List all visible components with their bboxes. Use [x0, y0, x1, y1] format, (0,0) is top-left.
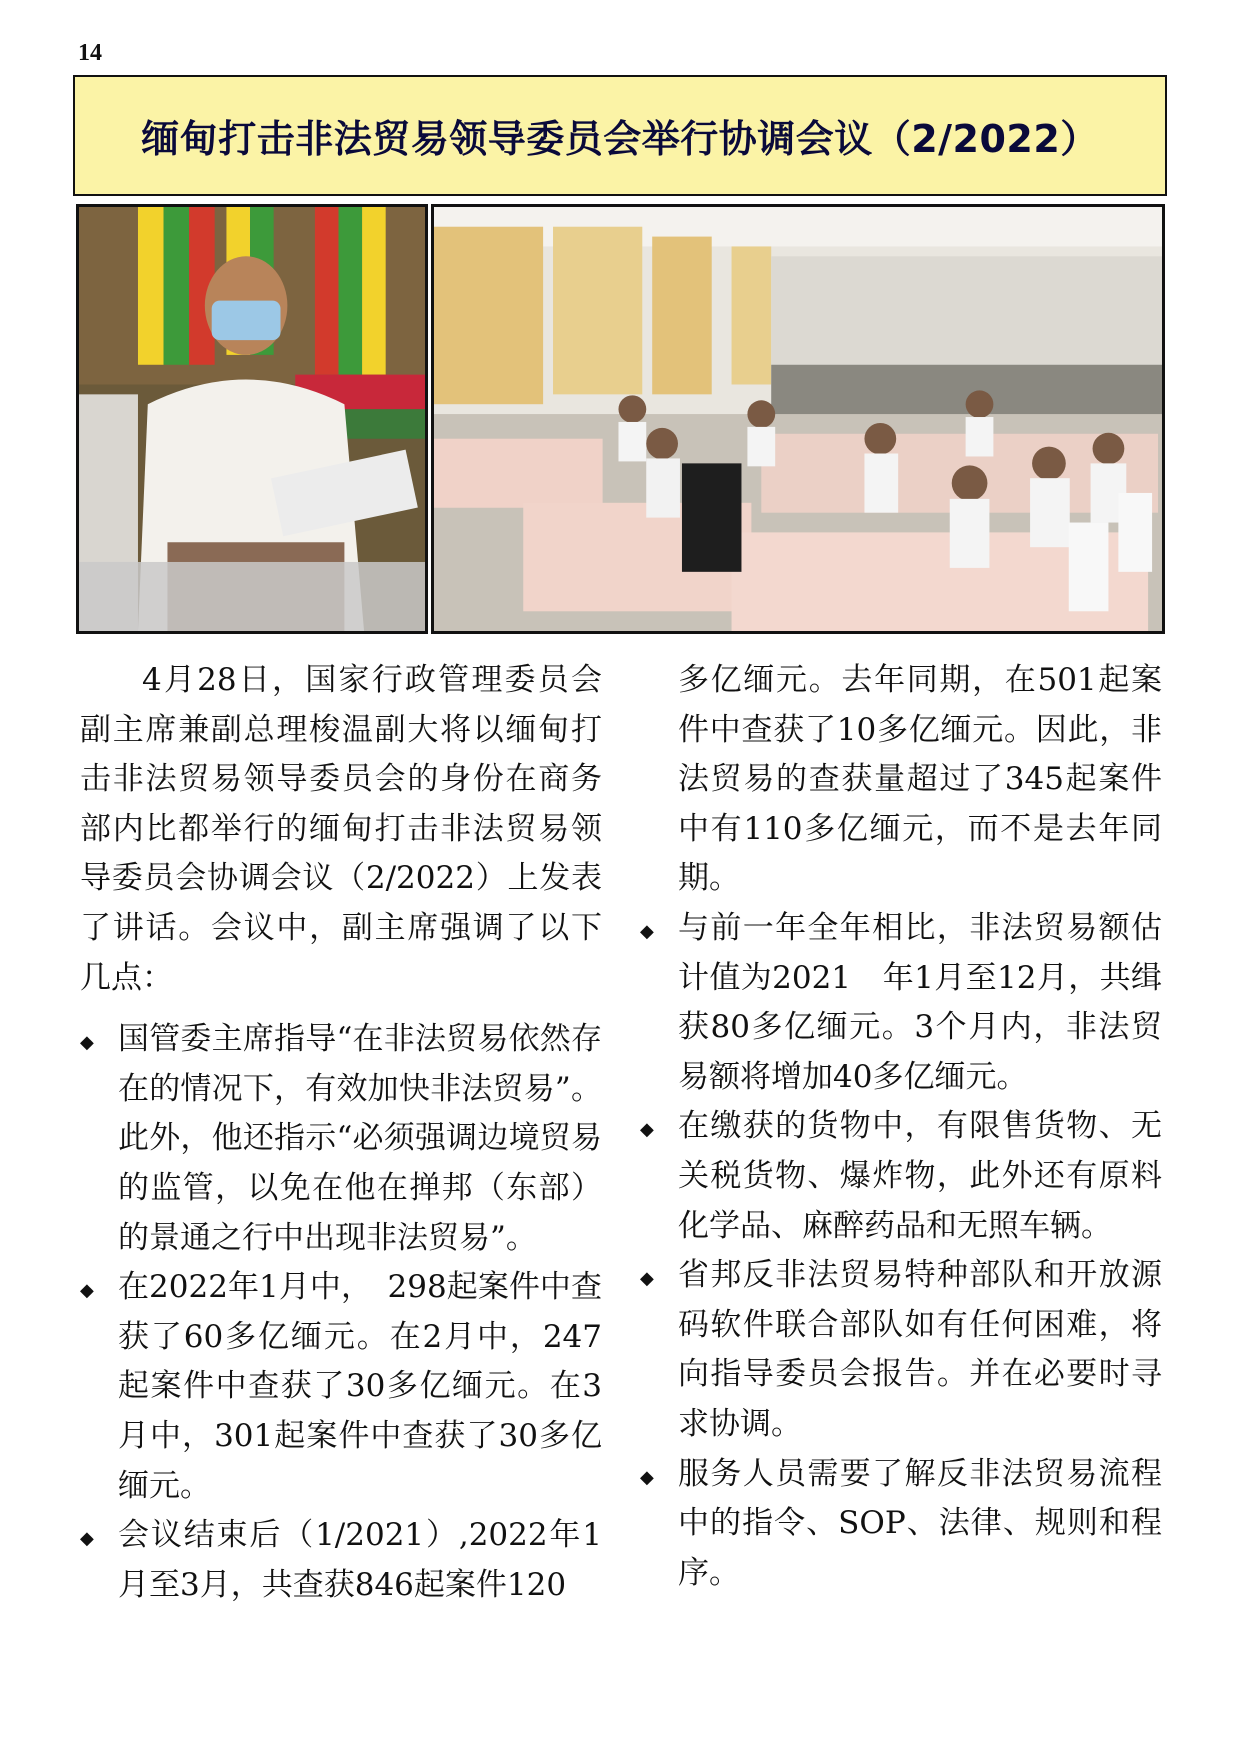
- diamond-bullet-icon: ◆: [640, 1119, 654, 1141]
- list-item: [640, 904, 1162, 1102]
- diamond-bullet-icon: ◆: [640, 920, 654, 942]
- page-title: 缅甸打击非法贸易领导委员会举行协调会议（2/2022）: [141, 117, 1099, 161]
- right-column: [640, 656, 1162, 1598]
- list-item: [80, 1015, 602, 1263]
- diamond-bullet-icon: ◆: [640, 1466, 654, 1488]
- diamond-bullet-icon: ◆: [80, 1280, 94, 1302]
- title-banner: [73, 75, 1167, 196]
- diamond-bullet-icon: ◆: [80, 1032, 94, 1054]
- meeting-room-photo: [431, 204, 1165, 634]
- meeting-room-photo-icon: [434, 207, 1162, 631]
- list-item: [80, 1263, 602, 1511]
- speaker-photo-icon: [79, 207, 425, 631]
- bullet-text: 国管委主席指导“在非法贸易依然存在的情况下，有效加快非法贸易”。此外，他还指示“必须强调边境贸易的监管，以免在他在掸邦（东部）的景通之行中出现非法贸易”。: [118, 1021, 602, 1256]
- bullet-text: 在缴获的货物中，有限售货物、无关税货物、爆炸物，此外还有原料化学品、麻醉药品和无照车辆。: [678, 1108, 1162, 1244]
- bullet-text: 省邦反非法贸易特种部队和开放源码软件联合部队如有任何困难，将向指导委员会报告。并在必要时寻求协调。: [678, 1257, 1162, 1442]
- article-intro: 4月28日，国家行政管理委员会副主席兼副总理梭温副大将以缅甸打击非法贸易领导委员会的身份在商务部内比都举行的缅甸打击非法贸易领导委员会协调会议（2/2022）上发表了讲话。会议中，副主席强调了以下几点：: [80, 662, 602, 996]
- bullet-text: 会议结束后（1/2021）,2022年1月至3月，共查获846起案件120: [118, 1517, 602, 1603]
- continuation-text: 多亿缅元。去年同期，在501起案件中查获了10多亿缅元。因此，非法贸易的查获量超过了345起案件中有110多亿缅元，而不是去年同期。: [678, 662, 1162, 897]
- left-bullet-list: [80, 1015, 602, 1610]
- page-number: 14: [78, 40, 102, 66]
- diamond-bullet-icon: ◆: [640, 1268, 654, 1290]
- list-item: [640, 1251, 1162, 1449]
- left-column: [80, 656, 602, 1610]
- list-item: [640, 1450, 1162, 1599]
- speaker-photo: [76, 204, 428, 634]
- bullet-text: 在2022年1月中， 298起案件中查获了60多亿缅元。在2月中，247起案件中查获了30多亿缅元。在3月中，301起案件中查获了30多亿缅元。: [118, 1269, 602, 1504]
- list-item: [80, 1511, 602, 1610]
- right-bullet-list: [640, 904, 1162, 1598]
- bullet-text: 与前一年全年相比，非法贸易额估计值为2021 年1月至12月，共缉获80多亿缅元。3个月内，非法贸易额将增加40多亿缅元。: [678, 909, 1162, 1095]
- list-item: [640, 1102, 1162, 1251]
- diamond-bullet-icon: ◆: [80, 1528, 94, 1550]
- bullet-text: 服务人员需要了解反非法贸易流程中的指令、SOP、法律、规则和程序。: [678, 1455, 1162, 1591]
